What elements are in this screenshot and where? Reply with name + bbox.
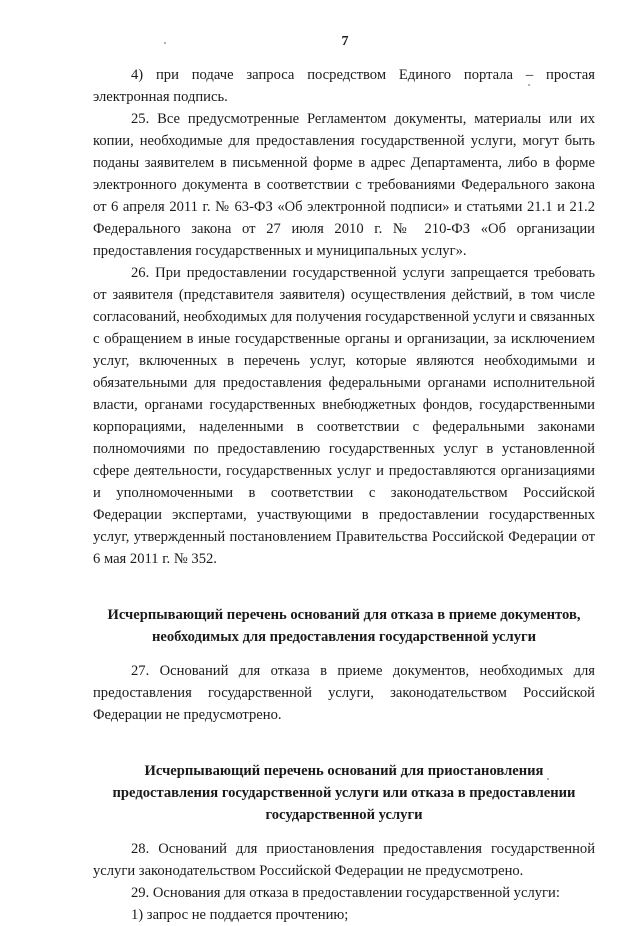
scan-speck xyxy=(528,84,530,86)
paragraph-24-item-4: 4) при подаче запроса посредством Единого портала – простая электронная подпись. xyxy=(93,67,595,105)
paragraph-26: 26. При предоставлении государственной услуги запрещается требовать от заявителя (представителя заявителя) осуществления действий, в том числе согласований, необходимых для получения государственной услуги и связанных с обращением в иные государственные органы и организации, за исключением услуг, включенных в перечень услуг, которые являются необходимыми и обязательными для предоставления федеральными органами исполнительной власти, органами государственных внебюджетных фондов, государственными корпорациями, наделенными в соответствии с федеральными законами полномочиями по предоставлению государственных услуг в установленной сфере деятельности, государственных услуг и предоставляются организациями и уполномоченными в соответствии с законодательством Российской Федерации экспертами, участвующими в предоставлении государственных услуг, утвержденный постановлением Правительства Российской Федерации от 6 мая 2011 г. № 352. xyxy=(93,265,595,567)
paragraph-27: 27. Оснований для отказа в приеме документов, необходимых для предоставления государственной услуги, законодательством Российской Федерации не предусмотрено. xyxy=(93,663,595,723)
section-heading-refusal-acceptance: Исчерпывающий перечень оснований для отказа в приеме документов, необходимых для предоставления государственной услуги xyxy=(107,607,581,645)
spacer xyxy=(93,570,595,604)
paragraph-29-item-1: 1) запрос не поддается прочтению; xyxy=(131,907,349,923)
paragraph-28: 28. Оснований для приостановления предоставления государственной услуги законодательством Российской Федерации не предусмотрено. xyxy=(93,841,595,879)
page-number: 7 xyxy=(341,34,349,49)
section-heading-suspension-refusal: Исчерпывающий перечень оснований для приостановления предоставления государственной услуги или отказа в предоставлении государственной услуги xyxy=(112,763,576,823)
paragraph-29: 29. Основания для отказа в предоставлении государственной услуги: xyxy=(131,885,560,901)
spacer xyxy=(93,726,595,760)
spacer xyxy=(93,648,595,660)
spacer xyxy=(93,826,595,838)
scan-speck xyxy=(547,778,549,780)
paragraph-25: 25. Все предусмотренные Регламентом документы, материалы или их копии, необходимые для предоставления государственной услуги, могут быть поданы заявителем в письменной форме в адрес Департамента, либо в форме электронного документа в соответствии с требованиями Федерального закона от 6 апреля 2011 г. № 63-ФЗ «Об электронной подписи» и статьями 21.1 и 21.2 Федерального закона от 27 июля 2010 г. № 210-ФЗ «Об организации предоставления государственных и муниципальных услуг». xyxy=(93,111,595,259)
scan-speck xyxy=(164,42,166,44)
document-body xyxy=(93,64,595,926)
